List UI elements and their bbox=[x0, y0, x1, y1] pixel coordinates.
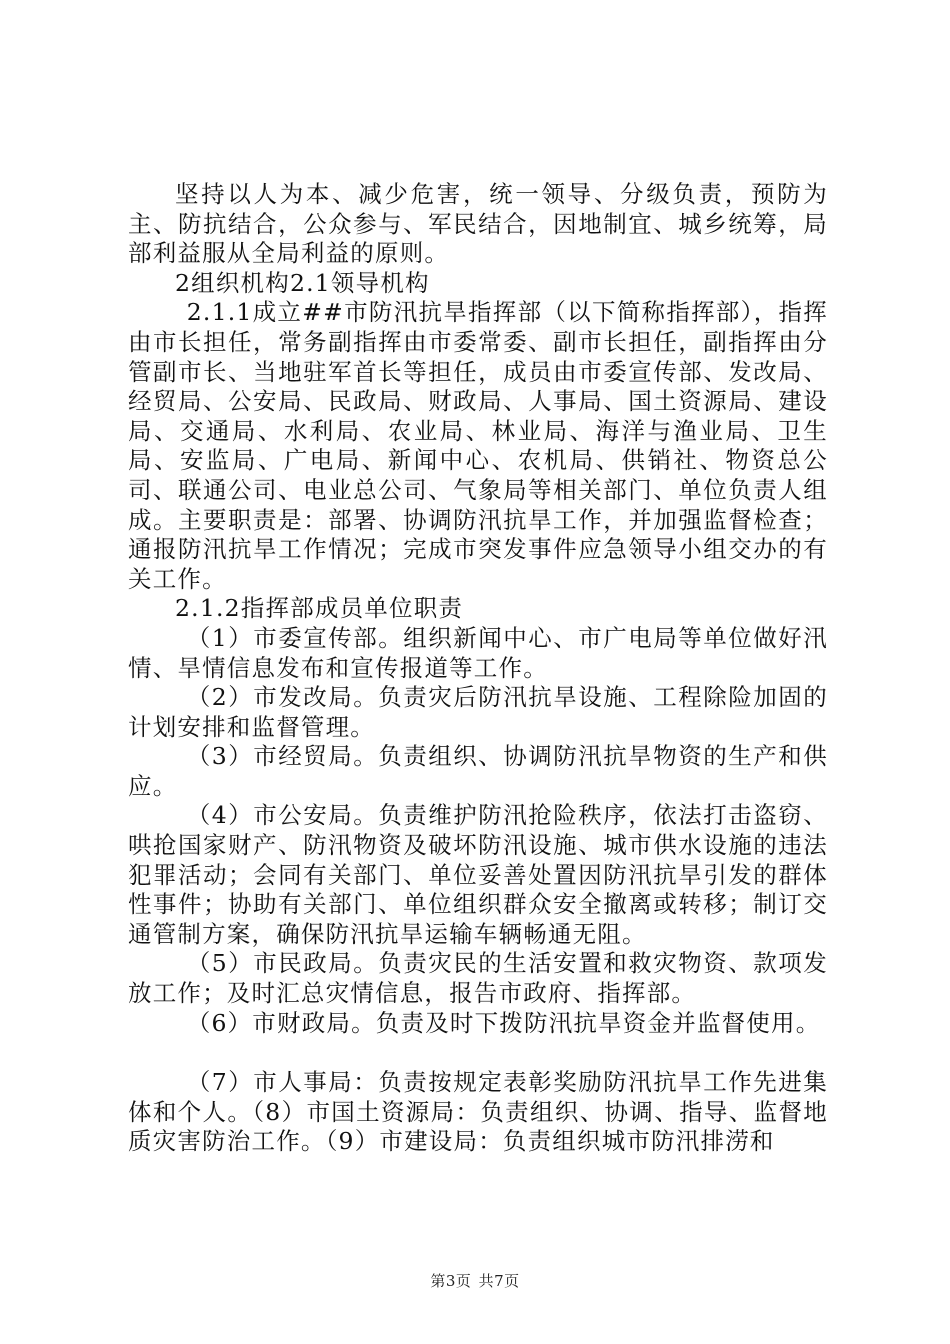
paragraph-item-5: （5）市民政局。负责灾民的生活安置和救灾物资、款项发放工作；及时汇总灾情信息，报告市政府、指挥部。 bbox=[128, 949, 828, 1008]
paragraph-principles: 坚持以人为本、减少危害，统一领导、分级负责，预防为主、防抗结合，公众参与、军民结合，因地制宜、城乡统筹，局部利益服从全局利益的原则。 bbox=[128, 180, 828, 268]
paragraph-item-4: （4）市公安局。负责维护防汛抢险秩序，依法打击盗窃、哄抢国家财产、防汛物资及破坏防汛设施、城市供水设施的违法犯罪活动；会同有关部门、单位妥善处置因防汛抗旱引发的群体性事件；协助有关部门、单位组织群众安全撤离或转移；制订交通管制方案，确保防汛抗旱运输车辆畅通无阻。 bbox=[128, 801, 828, 948]
document-body bbox=[128, 180, 828, 1157]
heading-organization: 2组织机构2.1领导机构 bbox=[175, 268, 430, 297]
paragraph-item-1: （1）市委宣传部。组织新闻中心、市广电局等单位做好汛情、旱情信息发布和宣传报道等工作。 bbox=[128, 623, 828, 682]
paragraph-2-1-1: 2.1.1成立##市防汛抗旱指挥部（以下简称指挥部），指挥由市长担任，常务副指挥由市委常委、副市长担任，副指挥由分管副市长、当地驻军首长等担任，成员由市委宣传部、发改局、经贸局、公安局、民政局、财政局、人事局、国土资源局、建设局、交通局、水利局、农业局、林业局、海洋与渔业局、卫生局、安监局、广电局、新闻中心、农机局、供销社、物资总公司、联通公司、电业总公司、气象局等相关部门、单位负责人组成。主要职责是：部署、协调防汛抗旱工作，并加强监督检查；通报防汛抗旱工作情况；完成市突发事件应急领导小组交办的有关工作。 bbox=[128, 298, 828, 593]
paragraph-items-7-9: （7）市人事局：负责按规定表彰奖励防汛抗旱工作先进集体和个人。（8）市国土资源局：负责组织、协调、指导、监督地质灾害防治工作。（9）市建设局：负责组织城市防汛排涝和 bbox=[128, 1068, 828, 1156]
paragraph-item-2: （2）市发改局。负责灾后防汛抗旱设施、工程除险加固的计划安排和监督管理。 bbox=[128, 683, 828, 741]
page-total: 共7页 bbox=[478, 1272, 520, 1290]
paragraph-item-3: （3）市经贸局。负责组织、协调防汛抗旱物资的生产和供应。 bbox=[128, 742, 828, 800]
page-number: 第3页 bbox=[430, 1272, 472, 1290]
page-footer bbox=[0, 1270, 950, 1291]
paragraph-item-6: （6）市财政局。负责及时下拨防汛抗旱资金并监督使用。 bbox=[186, 1008, 821, 1037]
paragraph-gap bbox=[128, 1038, 828, 1068]
heading-2-1-2: 2.1.2指挥部成员单位职责 bbox=[175, 594, 464, 623]
